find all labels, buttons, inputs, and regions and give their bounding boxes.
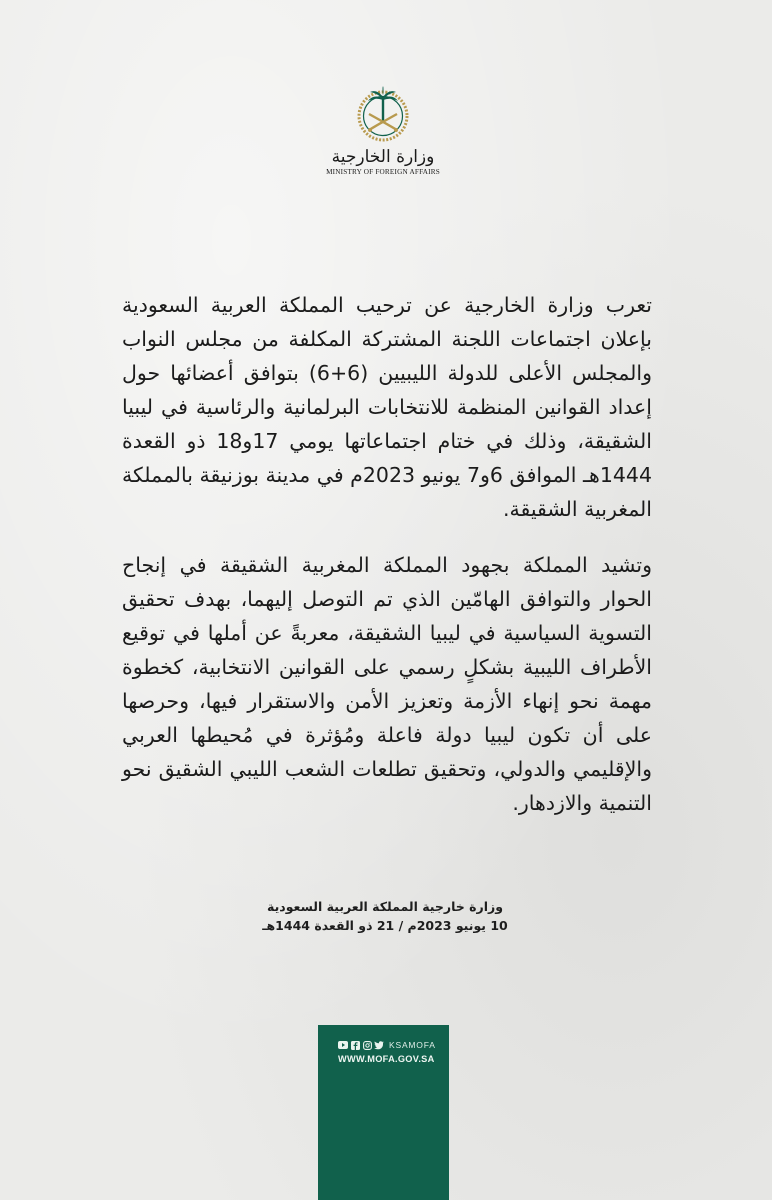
signature-block	[250, 897, 520, 935]
issuer-name: وزارة خارجية المملكة العربية السعودية	[267, 899, 503, 914]
logo-english-text: MINISTRY OF FOREIGN AFFAIRS	[326, 168, 440, 176]
social-links	[338, 1039, 436, 1051]
twitter-icon[interactable]	[374, 1040, 384, 1050]
footer-box	[318, 1025, 449, 1200]
saudi-emblem-icon	[355, 84, 411, 146]
youtube-icon[interactable]	[338, 1040, 348, 1050]
statement-paragraph-2: وتشيد المملكة بجهود المملكة المغربية الشقيقة في إنجاح الحوار والتوافق الهامّين الذي تم التوصل إليهما، بهدف تحقيق التسوية السياسية في ليبيا الشقيقة، معربةً عن أملها في توقيع الأطراف الليبية بشكلٍ رسمي على القوانين الانتخابية، كخطوة مهمة نحو إنهاء الأزمة وتعزيز الأمن والاستقرار فيها، وحرصها على أن تكون ليبيا دولة فاعلة ومُؤثرة في مُحيطها العربي والإقليمي والدولي، وتحقيق تطلعات الشعب الليبي الشقيق نحو التنمية والازدهار.	[122, 553, 652, 815]
social-handle: KSAMOFA	[389, 1040, 436, 1050]
ministry-logo	[322, 84, 444, 196]
logo-arabic-text: وزارة الخارجية	[331, 147, 435, 167]
facebook-icon[interactable]	[350, 1040, 360, 1050]
website-url[interactable]: WWW.MOFA.GOV.SA	[338, 1054, 435, 1064]
statement-paragraph-1: تعرب وزارة الخارجية عن ترحيب المملكة العربية السعودية بإعلان اجتماعات اللجنة المشتركة المكلفة من مجلس النواب والمجلس الأعلى للدولة الليبيين (6+6) بتوافق أعضائها حول إعداد القوانين المنظمة للانتخابات البرلمانية والرئاسية في ليبيا الشقيقة، وذلك في ختام اجتماعاتها يومي 17و18 ذو القعدة 1444هـ الموافق 6و7 يونيو 2023م في مدينة بوزنيقة بالمملكة المغربية الشقيقة.	[122, 293, 653, 521]
issue-date: 10 يونيو 2023م / 21 ذو القعدة 1444هـ	[262, 918, 508, 933]
instagram-icon[interactable]	[362, 1040, 372, 1050]
